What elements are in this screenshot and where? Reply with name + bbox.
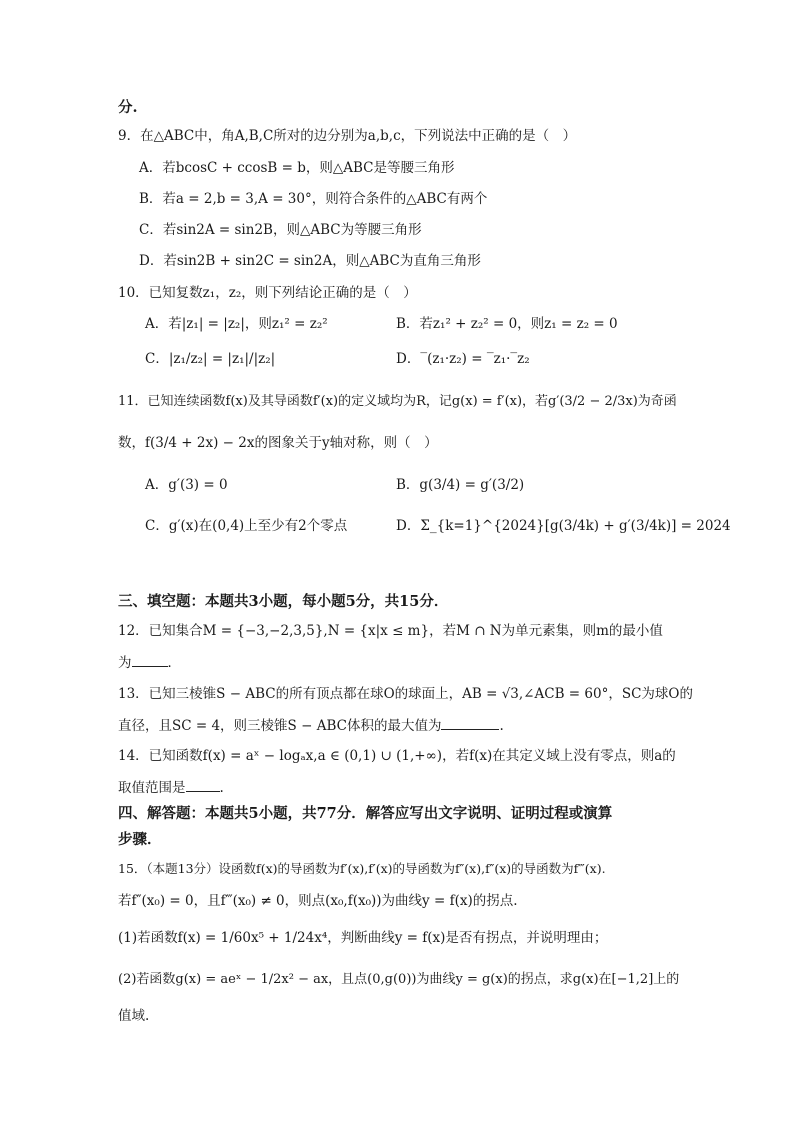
- section4-heading-line2: 步骤．: [118, 831, 162, 848]
- q15-part1: (1)若函数f(x) = 1/60x⁵ + 1/24x⁴，判断曲线y = f(x)是否有拐点，并说明理由；: [118, 930, 608, 946]
- q9-option-c: C．若sin2A = sin2B，则△ABC为等腰三角形: [139, 222, 422, 238]
- q14-line2-text: 取值范围是: [118, 780, 186, 796]
- q12-line2: 为 ．: [118, 652, 181, 673]
- q15-part2-line2: 值域.: [118, 1008, 150, 1024]
- carry-over-text: 分.: [118, 99, 138, 116]
- q9-option-d: D．若sin2B + sin2C = sin2A，则△ABC为直角三角形: [139, 253, 481, 269]
- q10-option-b: B．若z₁² + z₂² = 0，则z₁ = z₂ = 0: [396, 316, 618, 332]
- q12-line1: 12．已知集合M = {−3,−2,3,5},N = {x|x ≤ m}，若M ∩ N为单元素集，则m的最小值: [118, 623, 663, 639]
- q9-option-b: B．若a = 2,b = 3,A = 30°，则符合条件的△ABC有两个: [139, 191, 488, 207]
- q10-option-c: C．|z₁/z₂| = |z₁|/|z₂|: [145, 351, 276, 367]
- section4-heading-line1: 四、解答题：本题共5小题，共77分．解答应写出文字说明、证明过程或演算: [118, 805, 613, 822]
- section3-heading: 三、填空题：本题共3小题，每小题5分，共15分．: [118, 593, 449, 610]
- q15-line1: 15．（本题13分）设函数f(x)的导函数为f′(x),f′(x)的导函数为f″(x),f″(x)的导函数为f‴(x).: [118, 861, 606, 876]
- q11-option-d: D．Σ_{k=1}^{2024}[g(3/4k) + g′(3/4k)] = 2024: [396, 518, 731, 534]
- q14-line1: 14．已知函数f(x) = aˣ − logₐx,a ∈ (0,1) ∪ (1,+∞)，若f(x)在其定义域上没有零点，则a的: [118, 748, 676, 764]
- q10-stem: 10．已知复数z₁，z₂，则下列结论正确的是（ ）: [118, 285, 417, 301]
- q9-stem: 9．在△ABC中，角A,B,C所对的边分别为a,b,c，下列说法中正确的是（ ）: [118, 128, 577, 144]
- q13-line1: 13．已知三棱锥S − ABC的所有顶点都在球O的球面上，AB = √3,∠ACB = 60°，SC为球O的: [118, 686, 693, 702]
- q13-answer-blank: [441, 715, 499, 730]
- q11-option-a: A．g′(3) = 0: [145, 477, 228, 493]
- q13-line2-text: 直径，且SC = 4，则三棱锥S − ABC体积的最大值为: [118, 718, 442, 734]
- q11-option-c: C．g′(x)在(0,4)上至少有2个零点: [145, 518, 348, 534]
- q11-stem-line1: 11．已知连续函数f(x)及其导函数f′(x)的定义域均为R，记g(x) = f′(x)，若g′(3/2 − 2/3x)为奇函: [118, 394, 677, 409]
- q9-option-a: A．若bcosC + ccosB = b，则△ABC是等腰三角形: [139, 160, 455, 176]
- q14-line2: 取值范围是 .: [118, 777, 224, 798]
- q13-line2: 直径，且SC = 4，则三棱锥S − ABC体积的最大值为 .: [118, 715, 504, 736]
- q12-answer-blank: [132, 652, 168, 667]
- q11-option-b: B．g(3/4) = g′(3/2): [396, 477, 525, 493]
- q15-line2: 若f″(x₀) = 0，且f‴(x₀) ≠ 0，则点(x₀,f(x₀))为曲线y = f(x)的拐点.: [118, 893, 518, 909]
- q10-option-a: A．若|z₁| = |z₂|，则z₁² = z₂²: [145, 316, 328, 332]
- q15-part2-line1: (2)若函数g(x) = aeˣ − 1/2x² − ax，且点(0,g(0))为曲线y = g(x)的拐点，求g(x)在[−1,2]上的: [118, 972, 680, 987]
- q14-answer-blank: [186, 777, 220, 792]
- q10-option-d: D．‾(z₁·z₂) = ‾z₁·‾z₂: [396, 351, 530, 367]
- q12-line2-text: 为: [118, 655, 132, 671]
- q11-stem-line2: 数，f(3/4 + 2x) − 2x的图象关于y轴对称，则（ ）: [118, 435, 438, 451]
